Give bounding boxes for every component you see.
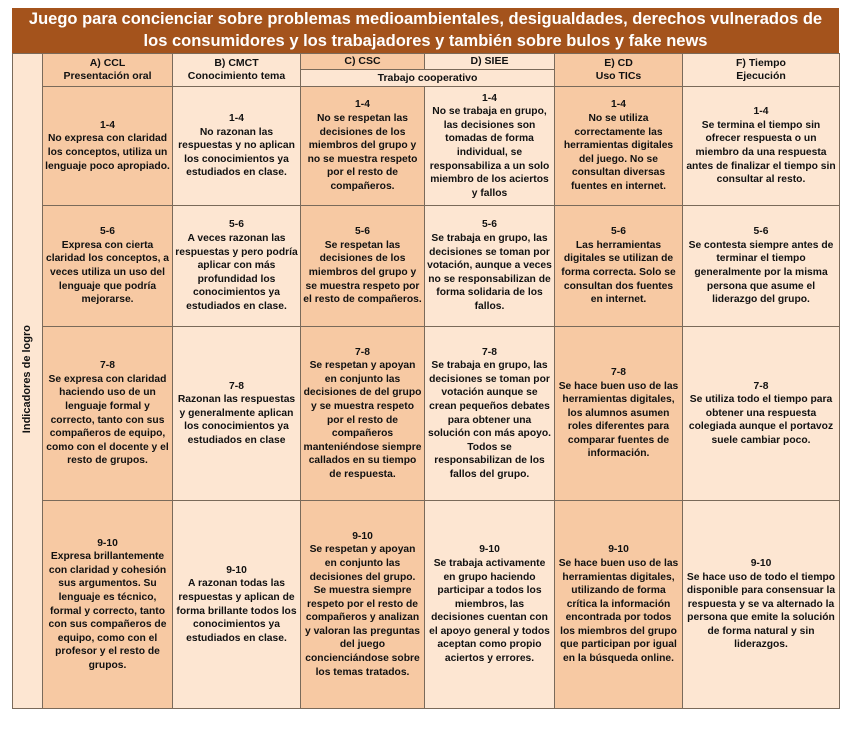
- cell-text: Se expresa con claridad haciendo uso de un lenguaje formal y correcto, tanto con sus compañeros de equipo, como con el docente y el resto de grupos.: [46, 373, 169, 467]
- cell-text: Razonan las respuestas y generalmente aplican los conocimientos ya estudiados en clase: [177, 394, 296, 446]
- level-label: 9-10: [479, 544, 500, 556]
- shared-header: Trabajo cooperativo: [301, 70, 555, 87]
- cell-text: Se termina el tiempo sin ofrecer respuesta o un miembro da una respuesta antes de finalizar el tiempo sin consultar al resto.: [686, 119, 836, 186]
- rubric-document: [12, 8, 839, 709]
- cell-text: Se hace buen uso de las herramientas digitales, los alumnos asumen roles diferentes para comparar fuentes de información.: [558, 380, 679, 460]
- side-label: Indicadores de logro: [20, 324, 33, 433]
- level-label: 9-10: [750, 557, 772, 569]
- cell-text: Expresa con cierta claridad los conceptos, a veces utiliza un uso del lenguaje que podría mejorarse.: [45, 239, 170, 306]
- level-label: 5-6: [229, 219, 244, 231]
- column-name: Conocimiento tema: [187, 70, 286, 82]
- level-label: 9-10: [352, 530, 373, 542]
- column-header-d: [425, 54, 555, 70]
- cell-text: No se utiliza correctamente las herramientas digitales del juego. No se consultan diversas fuentes en internet.: [563, 113, 674, 192]
- rubric-table: [12, 53, 840, 709]
- page-title: Juego para concienciar sobre problemas medioambientales, desigualdades, derechos vulnerados de los consumidores y los trabajadores y también sobre bulos y fake news: [12, 8, 839, 53]
- level-label: 5-6: [100, 226, 115, 238]
- level-label: 5-6: [753, 226, 769, 238]
- cell-text: Las herramientas digitales se utilizan de forma correcta. Solo se consultan dos fuentes en internet.: [561, 239, 676, 306]
- level-label: 1-4: [482, 92, 497, 104]
- column-name: Ejecución: [736, 70, 786, 82]
- cell-text: No razonan las respuestas y no aplican los conocimientos ya estudiados en clase.: [178, 126, 295, 179]
- level-label: 7-8: [482, 346, 497, 358]
- cell-text: Se utiliza todo el tiempo para obtener una respuesta colegiada aunque el portavoz suele cambiar poco.: [688, 394, 834, 446]
- column-code: B) CMCT: [214, 57, 259, 69]
- level-label: 5-6: [611, 226, 626, 238]
- column-code: A) CCL: [89, 57, 126, 69]
- level-label: 1-4: [753, 106, 769, 118]
- level-label: 5-6: [355, 226, 370, 238]
- level-label: 1-4: [611, 99, 626, 111]
- column-header-c: [301, 54, 425, 70]
- table-row: [13, 206, 840, 327]
- level-label: 7-8: [753, 380, 769, 392]
- level-label: 7-8: [100, 360, 115, 372]
- level-label: 9-10: [226, 564, 247, 576]
- level-label: 7-8: [229, 380, 244, 392]
- table-row: [13, 327, 840, 501]
- cell-text: Se hace buen uso de las herramientas digitales, utilizando de forma crítica la información encontrada por todos los miembros del grupo que participan por igual en la búsqueda online.: [558, 557, 679, 665]
- cell-text: Expresa brillantemente con claridad y cohesión sus argumentos. Su lenguaje es técnico, formal y correcto, tanto con sus compañeros de equipo, como con el profesor y el resto de grupos.: [48, 551, 167, 671]
- level-label: 1-4: [229, 113, 244, 125]
- cell-text: Se hace uso de todo el tiempo disponible para consensuar la respuesta y se va alternado la persona que emite la solución de forma natural y sin liderazgos.: [686, 571, 836, 651]
- header-row-1: [13, 54, 840, 70]
- column-header-e: [555, 54, 683, 87]
- cell-text: Se trabaja en grupo, las decisiones se toman por votación, aunque a veces no se responsabilizan de forma solidaria de los fallos.: [427, 233, 552, 312]
- column-code: E) CD: [604, 57, 633, 69]
- column-header-a: [43, 54, 173, 87]
- column-name: Uso TICs: [595, 70, 642, 82]
- level-label: 9-10: [97, 537, 118, 549]
- level-label: 7-8: [611, 366, 626, 378]
- column-header-b: [173, 54, 301, 87]
- level-label: 9-10: [608, 544, 629, 556]
- column-code: D) SIEE: [470, 55, 509, 67]
- level-label: 7-8: [355, 346, 370, 358]
- table-row: [13, 87, 840, 206]
- column-code: C) CSC: [344, 55, 381, 67]
- cell-text: No expresa con claridad los conceptos, utiliza un lenguaje poco apropiado.: [45, 133, 170, 172]
- side-label-cell: [13, 54, 43, 709]
- level-label: 1-4: [355, 99, 370, 111]
- cell-text: A razonan todas las respuestas y aplican de forma brillante todos los conocimientos ya estudiados en clase.: [176, 578, 297, 644]
- level-label: 5-6: [482, 219, 497, 231]
- cell-text: No se trabaja en grupo, las decisiones son tomadas de forma individual, se responsabiliza a un solo miembro de los aciertos y fallos: [429, 106, 550, 199]
- cell-text: No se respetan las decisiones de los miembros del grupo y no se muestra respeto por el resto de compañeros.: [307, 113, 418, 192]
- cell-text: Se respetan y apoyan en conjunto las decisiones de del grupo y se muestra respeto por el resto de compañeros manteniéndose siempre callados en su tiempo de respuesta.: [303, 360, 422, 480]
- cell-text: A veces razonan las respuestas y pero podría aplicar con más profundidad los conocimientos ya estudiados en clase.: [175, 233, 298, 312]
- cell-text: Se trabaja en grupo, las decisiones se toman por votación aunque se crean pequeños debates para obtener una solución con más apoyo. Todos se responsabilizan de los fallos del grupo.: [427, 360, 551, 480]
- cell-text: Se respetan y apoyan en conjunto las decisiones del grupo. Se muestra siempre respeto por el resto de compañeros y analizan y valoran las preguntas del juego concienciándose sobre los temas tratados.: [304, 544, 421, 678]
- column-name: Presentación oral: [63, 70, 152, 82]
- column-header-f: [683, 54, 840, 87]
- level-label: 1-4: [100, 119, 115, 131]
- table-row: [13, 501, 840, 709]
- column-code: F) Tiempo: [736, 57, 786, 69]
- cell-text: Se contesta siempre antes de terminar el tiempo generalmente por la misma persona que asume el liderazgo del grupo.: [688, 239, 834, 306]
- cell-text: Se respetan las decisiones de los miembros del grupo y se muestra respeto por el resto de compañeros.: [303, 239, 422, 306]
- cell-text: Se trabaja activamente en grupo haciendo participar a todos los miembros, las decisiones cuentan con el apoyo general y todos aceptan como propio aciertos y errores.: [429, 557, 550, 665]
